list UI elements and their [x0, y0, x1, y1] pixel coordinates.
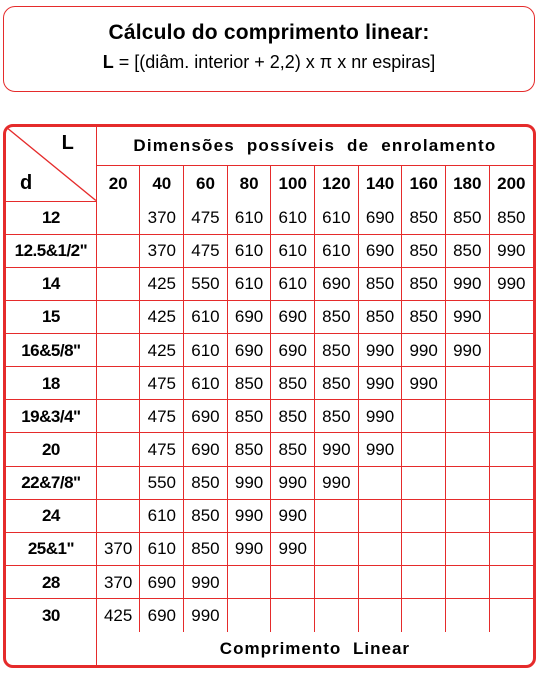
length-header-80: 80: [227, 165, 271, 201]
table-cell: 990: [402, 334, 446, 367]
table-cell: [96, 367, 140, 400]
table-cell: [96, 300, 140, 333]
table-cell: 990: [227, 466, 271, 499]
table-cell: 990: [271, 466, 315, 499]
table-cell: 610: [227, 234, 271, 267]
table-cell: [315, 532, 359, 565]
table-cell: [402, 599, 446, 632]
table-cell: 850: [227, 400, 271, 433]
diameter-label: 22&7/8": [6, 466, 96, 499]
table-cell: 850: [402, 300, 446, 333]
table-cell: 850: [227, 367, 271, 400]
table-cell: [315, 499, 359, 532]
table-cell: [445, 400, 489, 433]
table-row: [6, 300, 533, 333]
table-cell: 610: [315, 201, 359, 234]
length-header-60: 60: [184, 165, 228, 201]
table-cell: 690: [140, 599, 184, 632]
diameter-label: 12: [6, 201, 96, 234]
table-cell: 690: [358, 201, 402, 234]
table-cell: [315, 566, 359, 599]
table-cell: 990: [227, 532, 271, 565]
table-cell: 990: [358, 433, 402, 466]
table-row: [6, 466, 533, 499]
table-cell: 990: [489, 234, 533, 267]
table-cell: 610: [271, 267, 315, 300]
table-cell: 610: [271, 201, 315, 234]
table-cell: 610: [184, 300, 228, 333]
length-header-160: 160: [402, 165, 446, 201]
table-cell: 850: [184, 532, 228, 565]
table-cell: 850: [315, 400, 359, 433]
table-cell: 990: [489, 267, 533, 300]
table-body: [6, 201, 533, 632]
table-cell: [489, 334, 533, 367]
length-header-180: 180: [445, 165, 489, 201]
table-cell: [489, 300, 533, 333]
formula-expression: = [(diâm. interior + 2,2) x π x nr espiras]: [118, 52, 436, 72]
table-cell: [96, 433, 140, 466]
table-cell: 550: [184, 267, 228, 300]
length-header-20: 20: [96, 165, 140, 201]
table-cell: 690: [140, 566, 184, 599]
table-cell: 425: [140, 334, 184, 367]
table-cell: [96, 334, 140, 367]
table-cell: 990: [271, 532, 315, 565]
table-cell: 690: [184, 433, 228, 466]
table-cell: 475: [140, 433, 184, 466]
length-axis-label: L: [61, 132, 74, 154]
formula-box: [3, 6, 535, 92]
table-cell: 370: [96, 532, 140, 565]
table-cell: [271, 599, 315, 632]
table-cell: 850: [271, 400, 315, 433]
dimensions-header: Dimensões possíveis de enrolamento: [96, 127, 533, 165]
table-cell: [445, 367, 489, 400]
table-cell: 850: [489, 201, 533, 234]
length-header-120: 120: [315, 165, 359, 201]
diameter-label: 28: [6, 566, 96, 599]
table-cell: 550: [140, 466, 184, 499]
table-cell: 610: [140, 532, 184, 565]
table-cell: [96, 400, 140, 433]
table-cell: 425: [96, 599, 140, 632]
table-cell: 850: [184, 499, 228, 532]
table-cell: [227, 566, 271, 599]
table-cell: [489, 466, 533, 499]
table-cell: 850: [315, 367, 359, 400]
table-cell: 990: [358, 400, 402, 433]
length-header-200: 200: [489, 165, 533, 201]
table-cell: [445, 566, 489, 599]
table-cell: 610: [227, 201, 271, 234]
diameter-label: 14: [6, 267, 96, 300]
table-cell: 690: [184, 400, 228, 433]
table-cell: 370: [140, 234, 184, 267]
formula-line: [4, 52, 534, 73]
table-cell: 990: [445, 267, 489, 300]
diameter-label: 19&3/4": [6, 400, 96, 433]
dimensions-table: [6, 127, 533, 665]
table-cell: 990: [271, 499, 315, 532]
table-cell: 990: [184, 566, 228, 599]
table-cell: [489, 599, 533, 632]
table-cell: [227, 599, 271, 632]
table-row: [6, 433, 533, 466]
table-cell: [489, 433, 533, 466]
table-cell: [96, 466, 140, 499]
table-cell: [315, 599, 359, 632]
formula-lead: L: [102, 52, 114, 72]
table-cell: 850: [184, 466, 228, 499]
table-row: [6, 599, 533, 632]
table-cell: 610: [227, 267, 271, 300]
table-cell: 850: [271, 367, 315, 400]
table-cell: 610: [271, 234, 315, 267]
length-header-40: 40: [140, 165, 184, 201]
table-cell: 370: [96, 566, 140, 599]
table-cell: 990: [315, 466, 359, 499]
table-cell: 990: [184, 599, 228, 632]
table-cell: 610: [184, 367, 228, 400]
table-cell: 690: [271, 334, 315, 367]
table-cell: [445, 499, 489, 532]
table-cell: 990: [402, 367, 446, 400]
table-cell: 850: [315, 300, 359, 333]
formula-title: Cálculo do comprimento linear:: [108, 21, 430, 44]
diameter-axis-label: d: [20, 171, 33, 194]
table-cell: [358, 566, 402, 599]
table-cell: [489, 532, 533, 565]
diameter-label: 30: [6, 599, 96, 632]
table-cell: [402, 499, 446, 532]
table-cell: [96, 499, 140, 532]
table-cell: 850: [315, 334, 359, 367]
table-row: [6, 499, 533, 532]
table-cell: 690: [227, 300, 271, 333]
table-cell: 475: [140, 400, 184, 433]
corner-cell: [6, 127, 96, 201]
diameter-label: 24: [6, 499, 96, 532]
table-cell: 850: [402, 201, 446, 234]
table-cell: [489, 367, 533, 400]
table-cell: 690: [271, 300, 315, 333]
table-cell: 850: [445, 201, 489, 234]
table-cell: [402, 433, 446, 466]
footer-blank-cell: [6, 632, 96, 665]
table-cell: 610: [315, 234, 359, 267]
table-cell: 850: [402, 234, 446, 267]
table-cell: [402, 466, 446, 499]
table-cell: 990: [445, 334, 489, 367]
table-cell: 610: [184, 334, 228, 367]
table-cell: [402, 566, 446, 599]
table-cell: 475: [184, 234, 228, 267]
table-cell: [445, 599, 489, 632]
table-cell: 850: [358, 300, 402, 333]
table-cell: 610: [140, 499, 184, 532]
table-cell: [445, 532, 489, 565]
table-cell: [96, 201, 140, 234]
table-cell: [358, 532, 402, 565]
table-row: [6, 201, 533, 234]
table-cell: 425: [140, 300, 184, 333]
table-cell: [402, 400, 446, 433]
table-cell: 690: [227, 334, 271, 367]
table-cell: 690: [358, 234, 402, 267]
table-cell: 475: [140, 367, 184, 400]
table-cell: [358, 499, 402, 532]
table-cell: 475: [184, 201, 228, 234]
table-cell: [271, 566, 315, 599]
dimensions-table-frame: [3, 124, 536, 668]
table-cell: [96, 267, 140, 300]
table-row: [6, 400, 533, 433]
table-cell: 990: [358, 334, 402, 367]
table-row: [6, 267, 533, 300]
table-cell: [489, 566, 533, 599]
table-cell: [358, 599, 402, 632]
table-cell: 850: [402, 267, 446, 300]
table-cell: 850: [271, 433, 315, 466]
table-cell: 690: [315, 267, 359, 300]
table-cell: 370: [140, 201, 184, 234]
diameter-label: 15: [6, 300, 96, 333]
diameter-label: 25&1": [6, 532, 96, 565]
table-cell: 990: [358, 367, 402, 400]
table-cell: 990: [227, 499, 271, 532]
table-cell: 425: [140, 267, 184, 300]
table-row: [6, 566, 533, 599]
length-header-100: 100: [271, 165, 315, 201]
length-header-140: 140: [358, 165, 402, 201]
table-cell: [489, 400, 533, 433]
diameter-label: 16&5/8": [6, 334, 96, 367]
diameter-label: 18: [6, 367, 96, 400]
diameter-label: 20: [6, 433, 96, 466]
table-cell: 990: [445, 300, 489, 333]
table-cell: [445, 466, 489, 499]
table-row: [6, 532, 533, 565]
diameter-label: 12.5&1/2": [6, 234, 96, 267]
table-cell: [445, 433, 489, 466]
table-row: [6, 334, 533, 367]
table-cell: 990: [315, 433, 359, 466]
table-cell: [96, 234, 140, 267]
table-row: [6, 367, 533, 400]
footer-label: Comprimento Linear: [96, 632, 533, 665]
table-cell: 850: [227, 433, 271, 466]
table-row: [6, 234, 533, 267]
table-cell: [358, 466, 402, 499]
table-cell: 850: [358, 267, 402, 300]
table-cell: [489, 499, 533, 532]
table-cell: 850: [445, 234, 489, 267]
table-cell: [402, 532, 446, 565]
